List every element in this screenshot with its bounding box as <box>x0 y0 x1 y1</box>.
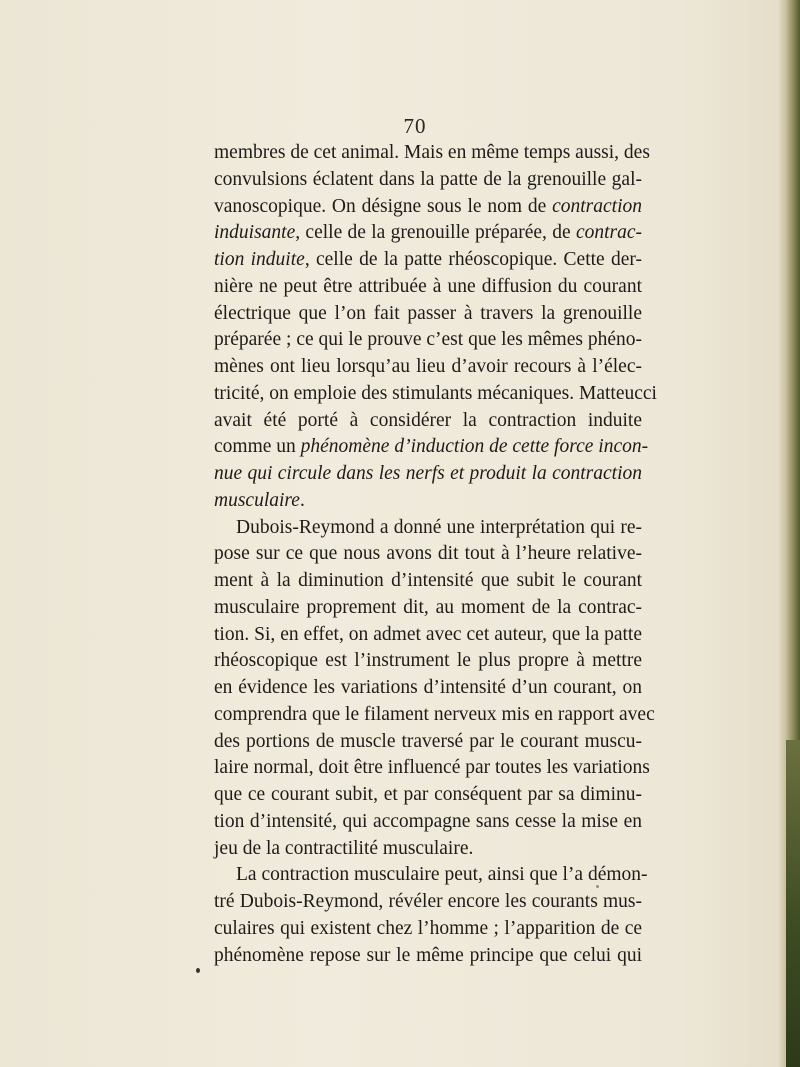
text-segment: comme un <box>214 436 301 458</box>
text-segment: celle de la grenouille préparée, de <box>300 222 576 244</box>
text-segment: des portions de muscle traversé par le courant muscu- <box>214 730 642 752</box>
text-line <box>214 568 642 595</box>
text-line <box>214 809 642 836</box>
text-line <box>214 836 642 863</box>
text-line <box>214 194 642 221</box>
text-line <box>214 167 642 194</box>
text-segment: culaires qui existent chez l’homme ; l’apparition de ce <box>214 917 642 939</box>
text-line <box>214 943 642 970</box>
text-line <box>214 675 642 702</box>
text-segment: préparée ; ce qui le prouve c’est que les mêmes phéno- <box>214 329 642 351</box>
text-line <box>214 461 642 488</box>
text-line <box>214 301 642 328</box>
text-line <box>214 434 649 461</box>
italic-text-segment: musculaire <box>214 489 300 511</box>
text-segment: rhéoscopique est l’instrument le plus propre à mettre <box>214 650 642 672</box>
text-segment: en évidence les variations d’intensité d’un courant, on <box>214 677 642 698</box>
italic-text-segment: tion induite <box>214 249 305 270</box>
italic-text-segment: contraction <box>552 195 642 217</box>
text-segment: tricité, on emploie des stimulants mécaniques. Matteucci <box>214 382 657 404</box>
text-line <box>214 381 657 408</box>
text-segment: comprendra que le filament nerveux mis en rapport avec <box>214 703 655 725</box>
italic-text-segment: induisante, <box>214 222 301 244</box>
text-segment: convulsions éclatent dans la patte de la grenouille gal- <box>214 168 642 190</box>
text-segment: phénomène repose sur le même principe que celui qui <box>214 944 642 966</box>
text-line <box>214 729 642 756</box>
italic-text-segment: contrac- <box>575 222 642 244</box>
text-line <box>214 622 642 649</box>
text-line <box>214 862 648 889</box>
text-line <box>214 889 642 916</box>
text-segment: . <box>299 489 305 511</box>
text-segment: ment à la diminution d’intensité que subit le courant <box>214 570 642 591</box>
italic-text-segment: nue qui circule dans les nerfs et produit la contraction <box>214 463 642 484</box>
text-segment: membres de cet animal. Mais en même temps aussi, des <box>214 142 650 163</box>
text-line <box>214 702 655 729</box>
text-line <box>214 595 642 622</box>
text-line <box>214 916 642 943</box>
ink-speck <box>196 968 200 973</box>
text-line <box>214 488 642 515</box>
page-number: 70 <box>403 114 427 138</box>
text-line <box>214 140 650 167</box>
text-segment: laire normal, doit être influencé par toutes les variations <box>214 757 650 779</box>
text-line <box>214 274 642 301</box>
ink-speck <box>596 885 599 888</box>
text-segment: tré Dubois-Reymond, révéler encore les courants mus- <box>214 891 642 912</box>
text-segment: tion d’intensité, qui accompagne sans cesse la mise en <box>214 810 642 832</box>
text-line <box>214 408 642 435</box>
text-segment: mènes ont lieu lorsqu’au lieu d’avoir recours à l’élec- <box>214 356 642 377</box>
text-line <box>214 515 642 542</box>
text-line <box>214 220 642 247</box>
text-segment: électrique que l’on fait passer à travers la grenouille <box>214 302 642 324</box>
text-segment: vanoscopique. On désigne sous le nom de <box>214 195 553 217</box>
text-segment: musculaire proprement dit, au moment de la contrac- <box>214 596 642 618</box>
text-line <box>214 782 642 809</box>
text-segment: jeu de la contractilité musculaire. <box>214 837 474 859</box>
body-text <box>214 140 657 969</box>
text-segment: Dubois-Reymond a donné une interprétation qui re- <box>236 516 642 538</box>
text-segment: avait été porté à considérer la contraction induite <box>214 409 642 431</box>
text-line <box>214 648 642 675</box>
text-line <box>214 541 642 568</box>
text-line <box>214 354 642 381</box>
text-segment: nière ne peut être attribuée à une diffusion du courant <box>214 275 642 297</box>
text-line <box>214 327 642 354</box>
page-edge-dark-border <box>786 740 800 1067</box>
text-segment: pose sur ce que nous avons dit tout à l’heure relative- <box>214 543 642 565</box>
text-segment: tion. Si, en effet, on admet avec cet auteur, que la patte <box>214 623 642 645</box>
text-line <box>214 755 650 782</box>
text-segment: , celle de la patte rhéoscopique. Cette der- <box>304 249 643 270</box>
text-line <box>214 247 642 274</box>
text-segment: La contraction musculaire peut, ainsi que l’a démon- <box>236 864 648 886</box>
text-segment: que ce courant subit, et par conséquent par sa diminu- <box>214 784 642 805</box>
italic-text-segment: phénomène d’induction de cette force incon- <box>300 436 649 458</box>
